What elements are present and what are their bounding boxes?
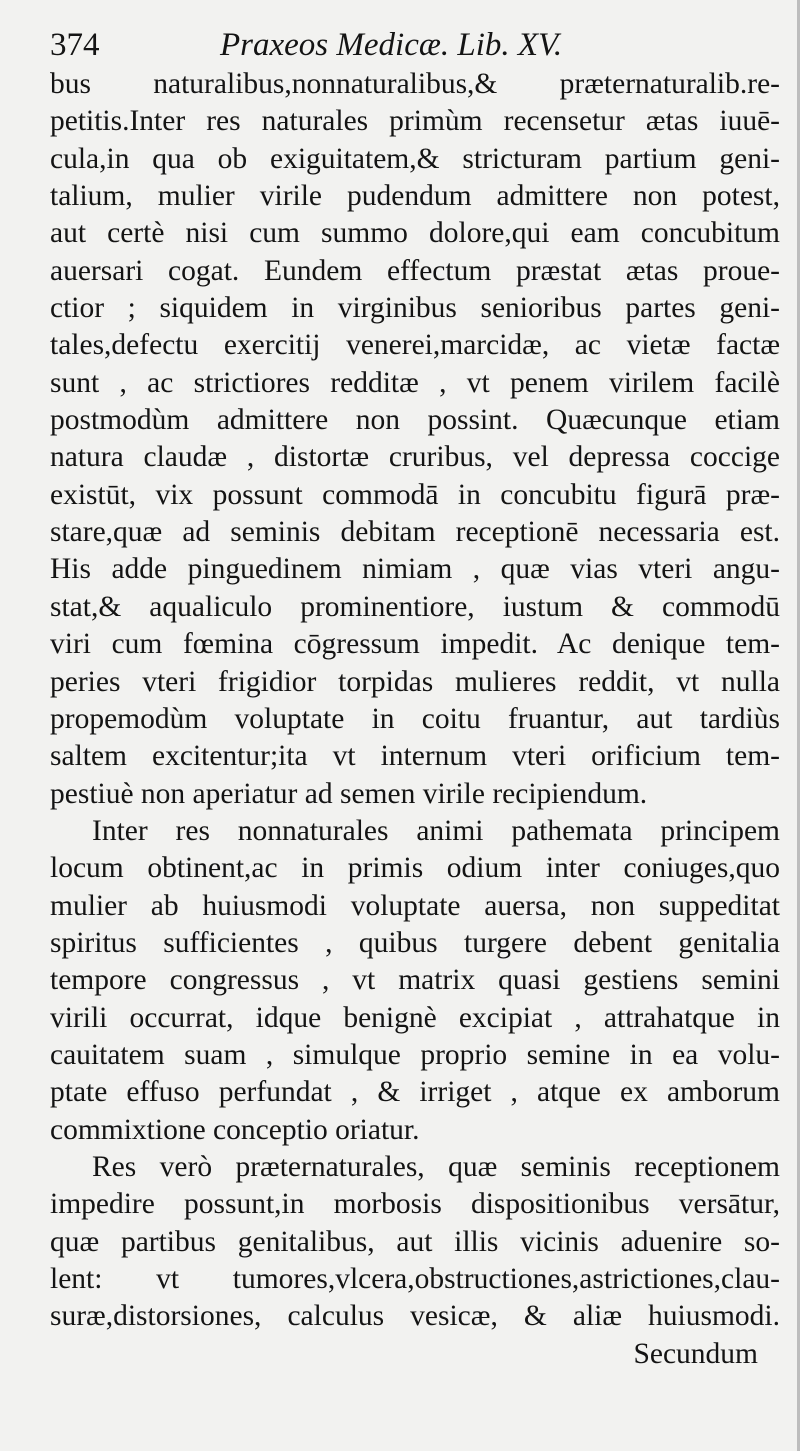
text-line: mulier ab huiusmodi voluptate auersa, non suppeditat: [50, 889, 780, 922]
text-line: postmodùm admittere non possint. Quæcunque etiam: [50, 404, 780, 437]
body-text: [50, 66, 780, 1373]
text-line: saltem excitentur;ita vt internum vteri orificium tem-: [50, 740, 780, 773]
text-line: existūt, vix possunt commodā in concubitu figurā præ-: [50, 478, 780, 511]
text-line: cula,in qua ob exiguitatem,& stricturam partium geni-: [50, 142, 780, 175]
text-line: stat,& aqualiculo prominentiore, iustum & commodū: [50, 590, 780, 623]
text-line: cauitatem suam , simulque proprio semine in ea volu-: [50, 1038, 780, 1071]
text-line: bus naturalibus,nonnaturalibus,& præternaturalib.re-: [50, 68, 780, 100]
text-line: peries vteri frigidior torpidas mulieres reddit, vt nulla: [50, 665, 780, 698]
text-line: natura claudæ , distortæ cruribus, vel depressa coccige: [50, 441, 780, 474]
text-line: commixtione conceptio oriatur.: [50, 1113, 420, 1146]
text-line: tales,defectu exercitij venerei,marcidæ, ac vietæ factæ: [50, 329, 780, 362]
text-line: locum obtinent,ac in primis odium inter coniuges,quo: [50, 852, 780, 885]
text-line: viri cum fœmina cōgressum impedit. Ac denique tem-: [50, 628, 780, 661]
text-line: spiritus sufficientes , quibus turgere debent genitalia: [50, 926, 780, 959]
text-line: stare,quæ ad seminis debitam receptionē necessaria est.: [50, 516, 780, 549]
catchword: Secundum: [633, 1337, 758, 1370]
text-line: petitis.Inter res naturales primùm recensetur ætas iuuē-: [50, 105, 780, 138]
text-line: talium, mulier virile pudendum admittere non potest,: [50, 180, 780, 213]
text-line: virili occurrat, idque benignè excipiat , attrahatque in: [50, 1001, 780, 1034]
text-line: His adde pinguedinem nimiam , quæ vias vteri angu-: [50, 553, 780, 586]
text-line: lent: vt tumores,vlcera,obstructiones,astrictiones,clau-: [50, 1263, 780, 1295]
text-line: aut certè nisi cum summo dolore,qui eam concubitum: [50, 217, 780, 250]
text-line: impedire possunt,in morbosis dispositionibus versātur,: [50, 1188, 780, 1221]
text-line: Res verò præternaturales, quæ seminis receptionem: [92, 1150, 780, 1183]
page-number: 374: [50, 27, 100, 63]
running-title: Praxeos Medicæ. Lib. XV.: [220, 27, 563, 63]
text-line: ctior ; siquidem in virginibus senioribus partes geni-: [50, 292, 780, 325]
text-line: propemodùm voluptate in coitu fruantur, aut tardiùs: [50, 702, 780, 735]
text-line: ptate effuso perfundat , & irriget , atque ex amborum: [50, 1076, 780, 1109]
text-line: auersari cogat. Eundem effectum præstat ætas proue-: [50, 254, 780, 287]
page-header: [44, 20, 764, 70]
text-line: Inter res nonnaturales animi pathemata principem: [92, 814, 780, 847]
text-line: tempore congressus , vt matrix quasi gestiens semini: [50, 964, 780, 997]
text-line: quæ partibus genitalibus, aut illis vicinis aduenire so-: [50, 1225, 780, 1258]
text-line: suræ,distorsiones, calculus vesicæ, & aliæ huiusmodi.: [50, 1300, 780, 1333]
text-line: sunt , ac strictiores redditæ , vt penem virilem facilè: [50, 366, 780, 399]
text-line: pestiuè non aperiatur ad semen virile recipiendum.: [50, 777, 648, 810]
